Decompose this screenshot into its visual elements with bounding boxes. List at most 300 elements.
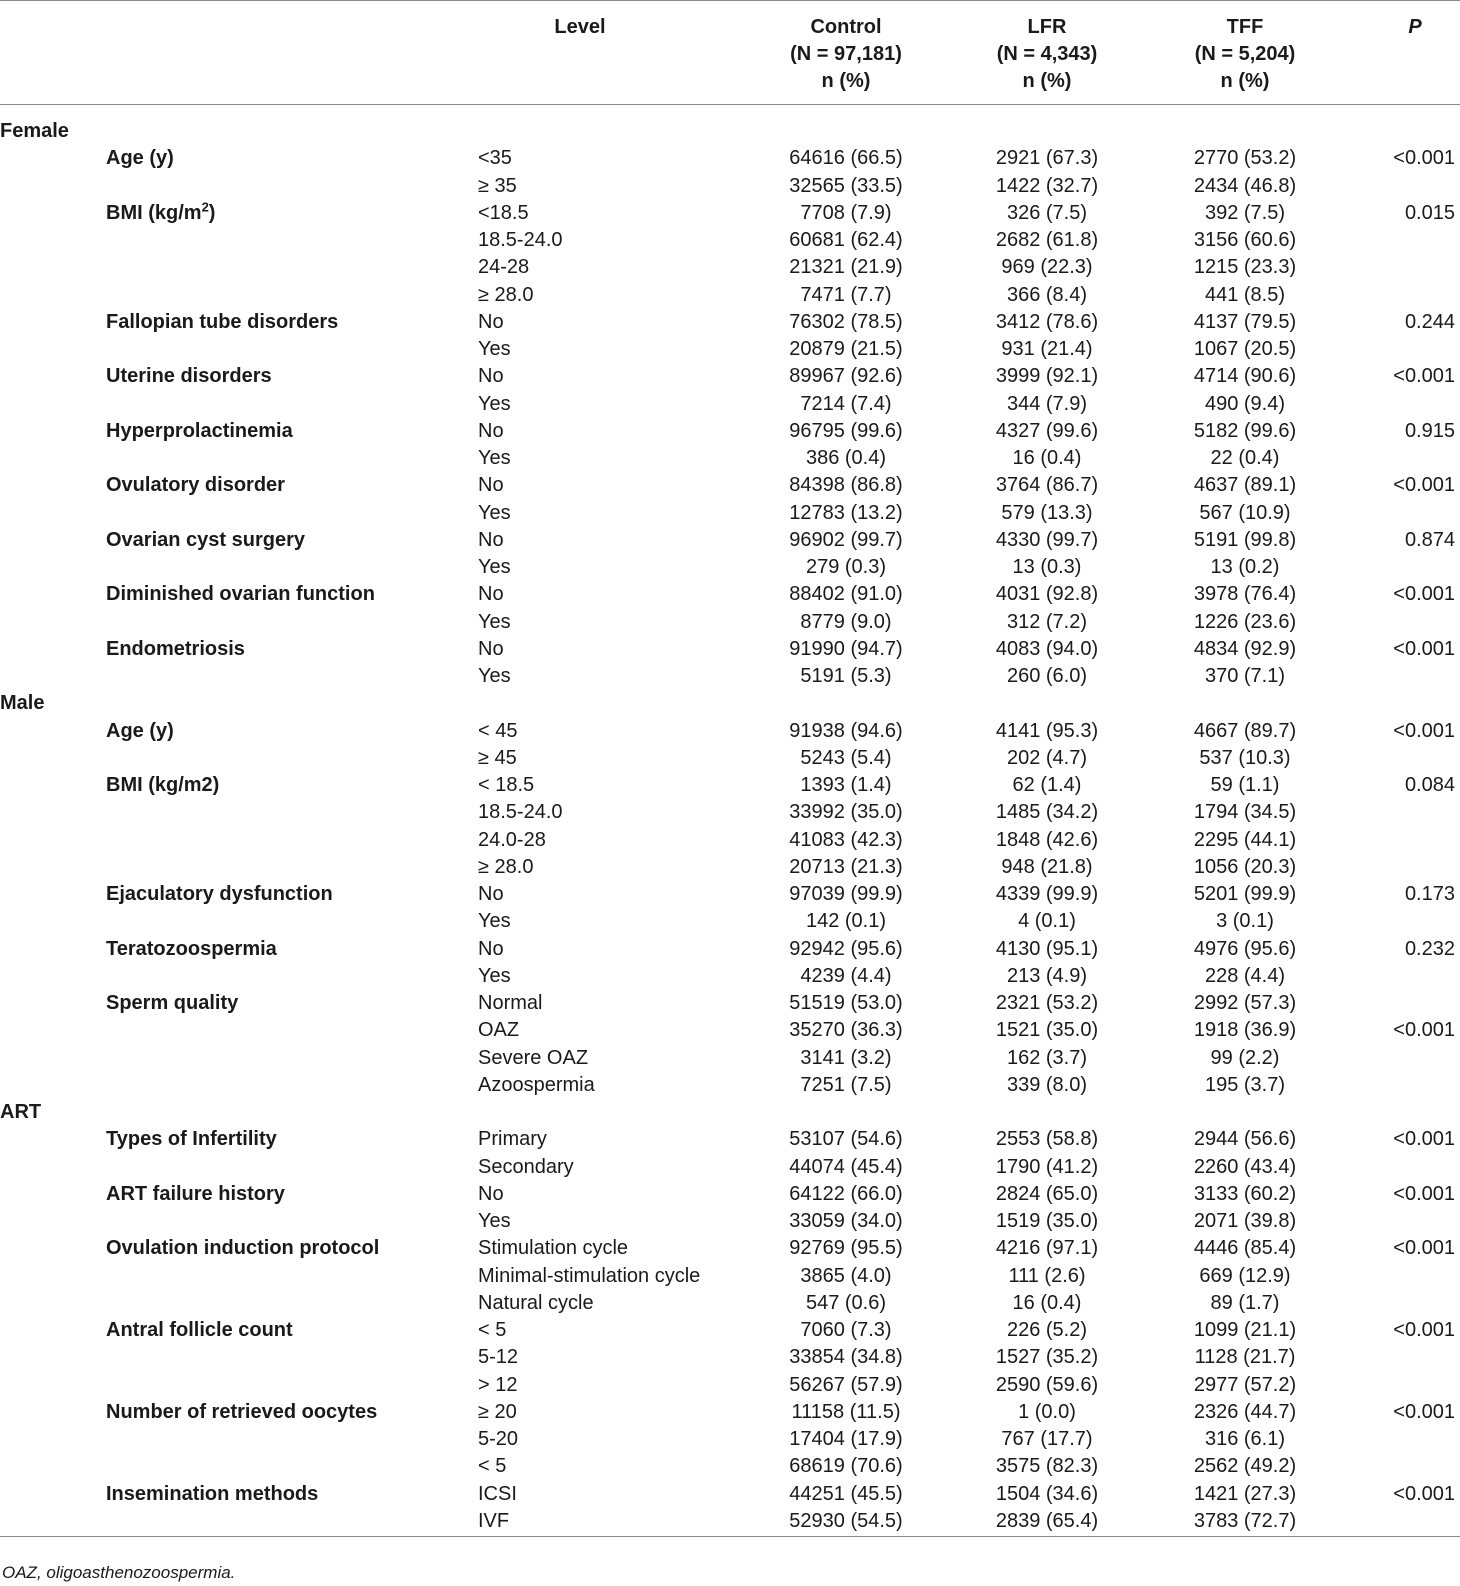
lfr-cell: 1485 (34.2) — [995, 801, 1099, 824]
p-value-cell: 0.084 — [1404, 774, 1455, 796]
control-cell: 20713 (21.3) — [789, 855, 903, 878]
level-cell: 18.5-24.0 — [478, 801, 563, 824]
variable-label: BMI $(kg/m^2)$ — [106, 199, 216, 224]
p-value-cell: <0.001 — [1393, 637, 1455, 660]
lfr-cell: 111 (2.6) — [1008, 1264, 1086, 1287]
control-cell: 96902 (99.7) — [789, 528, 903, 551]
level-cell: 24-28 — [478, 256, 530, 279]
level-cell: < 45 — [478, 719, 518, 742]
control-cell: 35270 (36.3) — [789, 1019, 903, 1042]
control-cell: 12783 (13.2) — [789, 501, 903, 524]
table-row — [0, 718, 1460, 745]
tff-cell: 2992 (57.3) — [1193, 992, 1297, 1014]
table-row — [0, 799, 1460, 826]
level-cell: Yes — [478, 910, 511, 933]
tff-cell: 1226 (23.6) — [1193, 610, 1297, 633]
lfr-cell: 1519 (35.0) — [995, 1210, 1099, 1232]
level-cell: 24.0-28 — [478, 828, 546, 851]
level-cell: No — [478, 937, 504, 960]
tff-cell: 2326 (44.7) — [1193, 1400, 1297, 1423]
p-value-cell: 0.173 — [1404, 883, 1455, 905]
table-row — [0, 1453, 1460, 1480]
control-cell: 56267 (57.9) — [789, 1373, 903, 1396]
control-cell: 44251 (45.5) — [789, 1482, 903, 1505]
lfr-cell: 931 (21.4) — [1001, 338, 1093, 360]
level-cell: <18.5 — [478, 201, 529, 224]
section-row — [0, 1099, 1460, 1126]
tff-cell: 4976 (95.6) — [1193, 937, 1297, 960]
level-cell: No — [478, 883, 504, 905]
table-row — [0, 445, 1460, 472]
level-cell: Yes — [478, 665, 511, 687]
tff-cell: 1918 (36.9) — [1193, 1019, 1297, 1042]
p-value-cell: <0.001 — [1393, 474, 1455, 497]
level-cell: 5-12 — [478, 1346, 519, 1369]
tff-cell: 4714 (90.6) — [1193, 365, 1297, 388]
lfr-cell: 260 (6.0) — [1006, 665, 1088, 687]
level-cell: No — [478, 474, 504, 497]
lfr-cell: 16 (0.4) — [1012, 1291, 1082, 1314]
tff-cell: 441 (8.5) — [1204, 283, 1286, 306]
table-row — [0, 500, 1460, 527]
variable-label: Ovulatory disorder — [106, 474, 285, 497]
tff-cell: 2977 (57.2) — [1193, 1373, 1297, 1396]
header-level: Level — [554, 16, 606, 38]
table-row — [0, 527, 1460, 554]
table-row — [0, 472, 1460, 499]
tff-cell: 537 (10.3) — [1199, 746, 1291, 769]
tff-cell: 3 (0.1) — [1216, 910, 1274, 933]
table-row — [0, 609, 1460, 636]
level-cell: Yes — [478, 964, 511, 987]
level-cell: No — [478, 419, 504, 442]
level-cell: Yes — [478, 610, 511, 633]
table-row — [0, 173, 1460, 200]
table-row — [0, 1181, 1460, 1208]
variable-label: BMI (kg/m2) — [106, 774, 220, 796]
tff-cell: 4446 (85.4) — [1193, 1237, 1297, 1260]
table-row — [0, 963, 1460, 990]
table-row — [0, 663, 1460, 690]
top-rule — [0, 0, 1460, 1]
tff-cell: 89 (1.7) — [1210, 1291, 1280, 1314]
tff-cell: 370 (7.1) — [1204, 665, 1286, 687]
control-cell: 17404 (17.9) — [789, 1428, 903, 1450]
lfr-cell: 1504 (34.6) — [995, 1482, 1099, 1505]
control-cell: 279 (0.3) — [805, 556, 887, 578]
level-cell: No — [478, 637, 504, 660]
control-cell: 88402 (91.0) — [789, 583, 903, 606]
variable-label: Age (y) — [106, 719, 174, 742]
level-cell: Minimal-stimulation cycle — [478, 1264, 701, 1287]
level-cell: < 5 — [478, 1319, 507, 1341]
lfr-cell: 767 (17.7) — [1001, 1428, 1093, 1450]
table-row — [0, 854, 1460, 881]
tff-cell: 1099 (21.1) — [1193, 1319, 1297, 1341]
table-row — [0, 145, 1460, 172]
control-cell: 92942 (95.6) — [789, 937, 903, 960]
control-cell: 33059 (34.0) — [789, 1210, 903, 1232]
table-row — [0, 827, 1460, 854]
lfr-cell: 4216 (97.1) — [995, 1237, 1099, 1260]
level-cell: < 18.5 — [478, 774, 535, 796]
variable-label: Antral follicle count — [106, 1319, 293, 1341]
table-row — [0, 1344, 1460, 1371]
level-cell: Secondary — [478, 1155, 574, 1178]
level-cell: ICSI — [478, 1482, 517, 1505]
table-row — [0, 1372, 1460, 1399]
level-cell: No — [478, 1182, 504, 1205]
level-cell: ≥ 20 — [478, 1400, 517, 1423]
control-cell: 51519 (53.0) — [789, 992, 903, 1014]
bottom-rule — [0, 1536, 1460, 1537]
table-row — [0, 391, 1460, 418]
tff-cell: 4637 (89.1) — [1193, 474, 1297, 497]
tff-cell: 1056 (20.3) — [1193, 855, 1297, 878]
variable-label: Diminished ovarian function — [106, 583, 375, 606]
level-cell: Azoospermia — [478, 1073, 595, 1096]
lfr-cell: 948 (21.8) — [1001, 855, 1093, 878]
lfr-cell: 1 (0.0) — [1018, 1400, 1076, 1423]
control-cell: 5191 (5.3) — [800, 665, 892, 687]
tff-cell: 3133 (60.2) — [1193, 1182, 1297, 1205]
control-cell: 64616 (66.5) — [789, 147, 903, 170]
lfr-cell: 1422 (32.7) — [995, 174, 1099, 197]
tff-cell: 3978 (76.4) — [1193, 583, 1297, 606]
lfr-cell: 969 (22.3) — [1001, 256, 1093, 279]
level-cell: No — [478, 528, 504, 551]
tff-cell: 22 (0.4) — [1210, 447, 1280, 469]
control-cell: 97039 (99.9) — [789, 883, 903, 905]
variable-label: Ejaculatory dysfunction — [106, 883, 333, 905]
lfr-cell: 312 (7.2) — [1006, 610, 1088, 633]
level-cell: Yes — [478, 338, 511, 360]
lfr-cell: 16 (0.4) — [1012, 447, 1082, 469]
level-cell: Stimulation cycle — [478, 1237, 629, 1260]
tff-cell: 3156 (60.6) — [1193, 229, 1297, 251]
table-row — [0, 1290, 1460, 1317]
tff-cell: 5191 (99.8) — [1193, 528, 1297, 551]
lfr-cell: 1521 (35.0) — [995, 1019, 1099, 1042]
header-p: P — [1408, 16, 1422, 38]
level-cell: ≥ 28.0 — [478, 855, 534, 878]
p-value-cell: <0.001 — [1393, 1400, 1455, 1423]
table-row — [0, 554, 1460, 581]
p-value-cell: 0.244 — [1404, 310, 1455, 333]
tff-cell: 316 (6.1) — [1204, 1428, 1286, 1450]
control-cell: 33992 (35.0) — [789, 801, 903, 824]
control-cell: 44074 (45.4) — [789, 1155, 903, 1178]
p-value-cell: <0.001 — [1393, 1319, 1455, 1341]
level-cell: ≥ 45 — [478, 746, 517, 769]
tff-cell: 1215 (23.3) — [1193, 256, 1297, 279]
control-cell: 53107 (54.6) — [789, 1128, 903, 1151]
table-row — [0, 1263, 1460, 1290]
control-cell: 76302 (78.5) — [789, 310, 903, 333]
level-cell: <35 — [478, 147, 512, 170]
p-value-cell: 0.915 — [1404, 419, 1455, 442]
table-body — [0, 118, 1460, 1535]
p-value-cell: <0.001 — [1393, 1128, 1455, 1151]
lfr-cell: 2553 (58.8) — [995, 1128, 1099, 1151]
lfr-cell: 4141 (95.3) — [995, 719, 1099, 742]
tff-cell: 2770 (53.2) — [1193, 147, 1297, 170]
lfr-cell: 3412 (78.6) — [995, 310, 1099, 333]
tff-cell: 195 (3.7) — [1204, 1073, 1286, 1096]
p-value-cell: 0.874 — [1404, 528, 1455, 551]
level-cell: OAZ — [478, 1019, 520, 1042]
lfr-cell: 213 (4.9) — [1006, 964, 1088, 987]
p-value-cell: <0.001 — [1393, 1019, 1455, 1042]
section-label: ART — [0, 1101, 42, 1123]
header-control: Control (N = 97,181) n (%) — [790, 16, 902, 92]
level-cell: Primary — [478, 1128, 547, 1151]
level-cell: 18.5-24.0 — [478, 229, 563, 251]
tff-cell: 5201 (99.9) — [1193, 883, 1297, 905]
level-cell: Natural cycle — [478, 1291, 594, 1314]
control-cell: 32565 (33.5) — [789, 174, 903, 197]
level-cell: No — [478, 583, 504, 606]
tff-cell: 2295 (44.1) — [1193, 828, 1297, 851]
tff-cell: 567 (10.9) — [1199, 501, 1291, 524]
level-cell: Yes — [478, 447, 511, 469]
header-rule — [0, 104, 1460, 105]
table-row — [0, 990, 1460, 1017]
p-value-cell: <0.001 — [1393, 1482, 1455, 1505]
control-cell: 547 (0.6) — [805, 1291, 887, 1314]
lfr-cell: 1848 (42.6) — [995, 828, 1099, 851]
variable-label: Endometriosis — [106, 637, 245, 660]
variable-label: Types of Infertility — [106, 1128, 277, 1151]
control-cell: 7214 (7.4) — [800, 392, 892, 415]
lfr-cell: 2921 (67.3) — [995, 147, 1099, 170]
lfr-cell: 2682 (61.8) — [995, 229, 1099, 251]
control-cell: 92769 (95.5) — [789, 1237, 903, 1260]
table-row — [0, 1481, 1460, 1508]
control-cell: 52930 (54.5) — [789, 1509, 903, 1532]
lfr-cell: 4327 (99.6) — [995, 419, 1099, 442]
tff-cell: 4834 (92.9) — [1193, 637, 1297, 660]
tff-cell: 228 (4.4) — [1204, 964, 1286, 987]
tff-cell: 1128 (21.7) — [1194, 1346, 1296, 1369]
lfr-cell: 344 (7.9) — [1006, 392, 1088, 415]
header-lfr: LFR (N = 4,343) n (%) — [996, 16, 1098, 92]
tff-cell: 1421 (27.3) — [1193, 1482, 1297, 1505]
control-cell: 91990 (94.7) — [789, 637, 903, 660]
table-row — [0, 1508, 1460, 1535]
table-row — [0, 254, 1460, 281]
lfr-cell: 1790 (41.2) — [995, 1155, 1099, 1178]
table-row — [0, 1126, 1460, 1153]
footnote: OAZ, oligoasthenozoospermia. — [2, 1563, 236, 1582]
lfr-cell: 62 (1.4) — [1012, 774, 1082, 796]
variable-label: Uterine disorders — [106, 365, 272, 388]
lfr-cell: 2321 (53.2) — [995, 992, 1099, 1014]
section-row — [0, 690, 1460, 717]
level-cell: Yes — [478, 556, 511, 578]
control-cell: 386 (0.4) — [805, 447, 887, 469]
tff-cell: 2434 (46.8) — [1193, 174, 1297, 197]
control-cell: 7251 (7.5) — [800, 1073, 892, 1096]
control-cell: 68619 (70.6) — [789, 1455, 903, 1478]
control-cell: 84398 (86.8) — [789, 474, 903, 497]
control-cell: 20879 (21.5) — [789, 338, 903, 360]
control-cell: 8779 (9.0) — [800, 610, 892, 633]
table-row — [0, 636, 1460, 663]
level-cell: IVF — [478, 1509, 510, 1532]
control-cell: 60681 (62.4) — [789, 229, 903, 251]
variable-label: Fallopian tube disorders — [106, 310, 339, 333]
table-row — [0, 772, 1460, 799]
lfr-cell: 339 (8.0) — [1006, 1073, 1088, 1096]
table-row — [0, 200, 1460, 227]
table-row — [0, 1017, 1460, 1044]
control-cell: 7471 (7.7) — [800, 283, 892, 306]
level-cell: No — [478, 310, 504, 333]
variable-label: Sperm quality — [106, 992, 239, 1014]
control-cell: 41083 (42.3) — [789, 828, 903, 851]
control-cell: 1393 (1.4) — [800, 774, 892, 796]
tff-cell: 2260 (43.4) — [1193, 1155, 1297, 1178]
p-value-cell: <0.001 — [1393, 365, 1455, 388]
level-cell: < 5 — [478, 1455, 507, 1478]
tff-cell: 1794 (34.5) — [1193, 801, 1297, 824]
tff-cell: 13 (0.2) — [1210, 556, 1280, 578]
table-row — [0, 363, 1460, 390]
tff-cell: 59 (1.1) — [1210, 774, 1280, 796]
table-row — [0, 1045, 1460, 1072]
control-cell: 4239 (4.4) — [800, 964, 892, 987]
table-row — [0, 581, 1460, 608]
lfr-cell: 202 (4.7) — [1006, 746, 1088, 769]
lfr-cell: 4083 (94.0) — [995, 637, 1099, 660]
control-cell: 33854 (34.8) — [789, 1346, 903, 1369]
tff-cell: 2071 (39.8) — [1193, 1210, 1297, 1232]
lfr-cell: 13 (0.3) — [1012, 556, 1082, 578]
lfr-cell: 226 (5.2) — [1006, 1319, 1088, 1341]
control-cell: 64122 (66.0) — [789, 1182, 903, 1205]
table-row — [0, 227, 1460, 254]
level-cell: Yes — [478, 392, 511, 415]
p-value-cell: <0.001 — [1393, 1237, 1455, 1260]
table-row — [0, 908, 1460, 935]
level-cell: Normal — [478, 992, 543, 1014]
lfr-cell: 3575 (82.3) — [995, 1455, 1099, 1478]
level-cell: Severe OAZ — [478, 1046, 589, 1069]
lfr-cell: 4330 (99.7) — [995, 528, 1099, 551]
section-row — [0, 118, 1460, 145]
table-row — [0, 336, 1460, 363]
tff-cell: 669 (12.9) — [1199, 1264, 1291, 1287]
tff-cell: 2562 (49.2) — [1193, 1455, 1297, 1478]
control-cell: 7060 (7.3) — [800, 1319, 892, 1341]
lfr-cell: 3764 (86.7) — [995, 474, 1099, 497]
control-cell: 21321 (21.9) — [789, 256, 903, 279]
p-value-cell: 0.015 — [1404, 201, 1455, 224]
lfr-cell: 4339 (99.9) — [995, 883, 1099, 905]
control-cell: 7708 (7.9) — [800, 201, 892, 224]
lfr-cell: 4130 (95.1) — [995, 937, 1099, 960]
level-cell: ≥ 35 — [478, 174, 517, 197]
table-row — [0, 1235, 1460, 1262]
control-cell: 11158 (11.5) — [791, 1400, 901, 1423]
table-row — [0, 1208, 1460, 1235]
table-row — [0, 418, 1460, 445]
tff-cell: 3783 (72.7) — [1193, 1509, 1297, 1532]
lfr-cell: 366 (8.4) — [1006, 283, 1088, 306]
tff-cell: 99 (2.2) — [1210, 1046, 1280, 1069]
table-row — [0, 1426, 1460, 1453]
tff-cell: 490 (9.4) — [1204, 392, 1286, 415]
lfr-cell: 579 (13.3) — [1001, 501, 1093, 524]
control-cell: 89967 (92.6) — [789, 365, 903, 388]
variable-label: Age (y) — [106, 147, 174, 170]
variable-label: Number of retrieved oocytes — [106, 1400, 378, 1423]
control-cell: 91938 (94.6) — [789, 719, 903, 742]
header-tff: TFF (N = 5,204) n (%) — [1194, 16, 1296, 92]
level-cell: > 12 — [478, 1373, 518, 1396]
p-value-cell: <0.001 — [1393, 147, 1455, 170]
variable-label: Ovulation induction protocol — [106, 1237, 380, 1260]
lfr-cell: 162 (3.7) — [1006, 1046, 1088, 1069]
table-row — [0, 881, 1460, 908]
variable-label: Insemination methods — [106, 1482, 319, 1505]
p-value-cell: <0.001 — [1393, 1182, 1455, 1205]
tff-cell: 4137 (79.5) — [1193, 310, 1297, 333]
p-value-cell: <0.001 — [1393, 583, 1455, 606]
level-cell: ≥ 28.0 — [478, 283, 534, 306]
tff-cell: 392 (7.5) — [1204, 201, 1286, 224]
tff-cell: 5182 (99.6) — [1193, 419, 1297, 442]
tff-cell: 4667 (89.7) — [1193, 719, 1297, 742]
p-value-cell: 0.232 — [1404, 937, 1455, 960]
tff-cell: 2944 (56.6) — [1193, 1128, 1297, 1151]
control-cell: 3141 (3.2) — [800, 1046, 892, 1069]
control-cell: 142 (0.1) — [805, 910, 887, 933]
section-label: Male — [0, 692, 45, 715]
control-cell: 5243 (5.4) — [800, 746, 892, 769]
variable-label: ART failure history — [106, 1182, 285, 1205]
table-row — [0, 309, 1460, 336]
level-cell: Yes — [478, 501, 511, 524]
table-row — [0, 1072, 1460, 1099]
lfr-cell: 2839 (65.4) — [995, 1509, 1099, 1532]
level-cell: No — [478, 365, 504, 388]
control-cell: 96795 (99.6) — [789, 419, 903, 442]
lfr-cell: 3999 (92.1) — [995, 365, 1099, 388]
lfr-cell: 4031 (92.8) — [995, 583, 1099, 606]
tff-cell: 1067 (20.5) — [1193, 338, 1297, 360]
level-cell: Yes — [478, 1210, 511, 1232]
level-cell: 5-20 — [478, 1428, 519, 1450]
variable-label: Hyperprolactinemia — [106, 419, 293, 442]
lfr-cell: 2824 (65.0) — [995, 1182, 1099, 1205]
p-value-cell: <0.001 — [1393, 719, 1455, 742]
table-row — [0, 282, 1460, 309]
variable-label: Teratozoospermia — [106, 937, 277, 960]
lfr-cell: 2590 (59.6) — [995, 1373, 1099, 1396]
control-cell: 3865 (4.0) — [800, 1264, 892, 1287]
table-row — [0, 745, 1460, 772]
section-label: Female — [0, 120, 69, 142]
table-row — [0, 936, 1460, 963]
lfr-cell: 1527 (35.2) — [995, 1346, 1099, 1369]
table-row — [0, 1154, 1460, 1181]
table-row — [0, 1317, 1460, 1344]
lfr-cell: 326 (7.5) — [1006, 201, 1088, 224]
table-row — [0, 1399, 1460, 1426]
lfr-cell: 4 (0.1) — [1018, 910, 1076, 933]
